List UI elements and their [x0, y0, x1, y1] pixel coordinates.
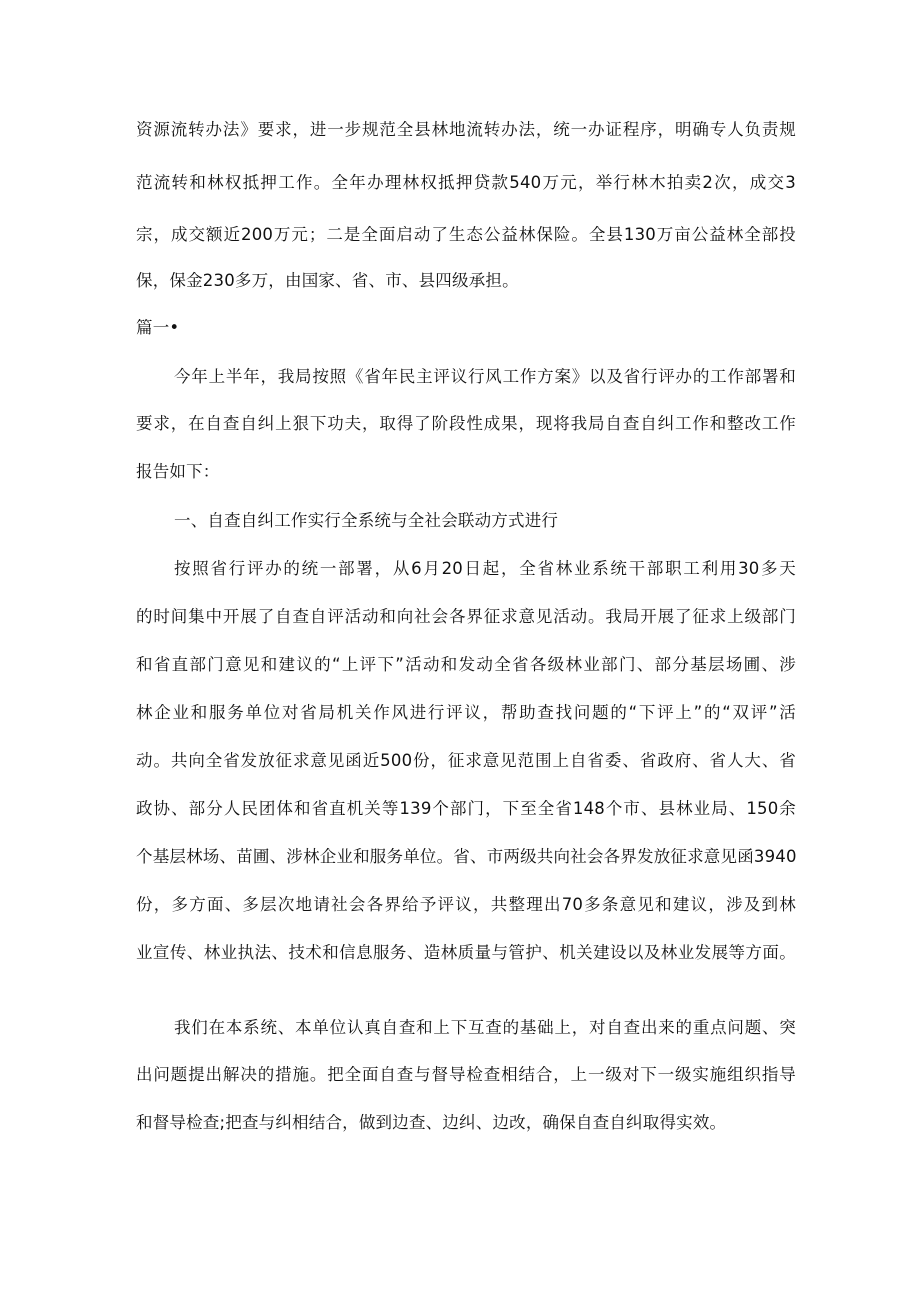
paragraph-1-line-1: 资源流转办法》要求，进一步规范全县林地流转办法，统一办证程序，明确专人负责规	[136, 120, 796, 139]
paragraph-3-line-4: 林企业和服务单位对省局机关作风进行评议，帮助查找问题的“下评上”的“双评”活	[136, 703, 796, 722]
paragraph-2-line-1: 今年上半年，我局按照《省年民主评议行风工作方案》以及省行评办的工作部署和	[174, 367, 796, 386]
paragraph-4-line-2: 出问题提出解决的措施。把全面自查与督导检查相结合，上一级对下一级实施组织指导	[136, 1065, 796, 1084]
paragraph-1-line-2: 范流转和林权抵押工作。全年办理林权抵押贷款540万元，举行林木拍卖2次，成交3	[136, 173, 796, 192]
paragraph-3-line-1: 按照省行评办的统一部署，从6月20日起，全省林业系统干部职工利用30多天	[174, 559, 796, 578]
paragraph-1-line-3: 宗，成交额近200万元；二是全面启动了生态公益林保险。全县130万亩公益林全部投	[136, 225, 796, 244]
paragraph-2-line-2: 要求，在自查自纠上狠下功夫，取得了阶段性成果，现将我局自查自纠工作和整改工作	[136, 414, 796, 433]
paragraph-4-line-1: 我们在本系统、本单位认真自查和上下互查的基础上，对自查出来的重点问题、突	[174, 1018, 796, 1037]
paragraph-3-line-3: 和省直部门意见和建议的“上评下”活动和发动全省各级林业部门、部分基层场圃、涉	[136, 655, 796, 674]
paragraph-3-line-8: 份，多方面、多层次地请社会各界给予评议，共整理出70多条意见和建议，涉及到林	[136, 895, 796, 914]
paragraph-3-line-5: 动。共向全省发放征求意见函近500份，征求意见范围上自省委、省政府、省人大、省	[136, 751, 796, 770]
paragraph-3-line-2: 的时间集中开展了自查自评活动和向社会各界征求意见活动。我局开展了征求上级部门	[136, 607, 796, 626]
paragraph-2-line-3: 报告如下：	[136, 462, 220, 481]
paragraph-4-line-3: 和督导检查;把查与纠相结合，做到边查、边纠、边改，确保自查自纠取得实效。	[136, 1113, 727, 1132]
section-heading: 篇一•	[136, 318, 180, 337]
paragraph-3-line-7: 个基层林场、苗圃、涉林企业和服务单位。省、市两级共向社会各界发放征求意见函3940	[136, 847, 797, 866]
paragraph-3-line-6: 政协、部分人民团体和省直机关等139个部门，下至全省148个市、县林业局、150余	[136, 799, 796, 818]
paragraph-1-line-4: 保，保金230多万，由国家、省、市、县四级承担。	[136, 271, 519, 290]
paragraph-3-line-9: 业宣传、林业执法、技术和信息服务、造林质量与管护、机关建设以及林业发展等方面。	[136, 943, 796, 962]
section-1-title: 一、自查自纠工作实行全系统与全社会联动方式进行	[174, 511, 559, 530]
